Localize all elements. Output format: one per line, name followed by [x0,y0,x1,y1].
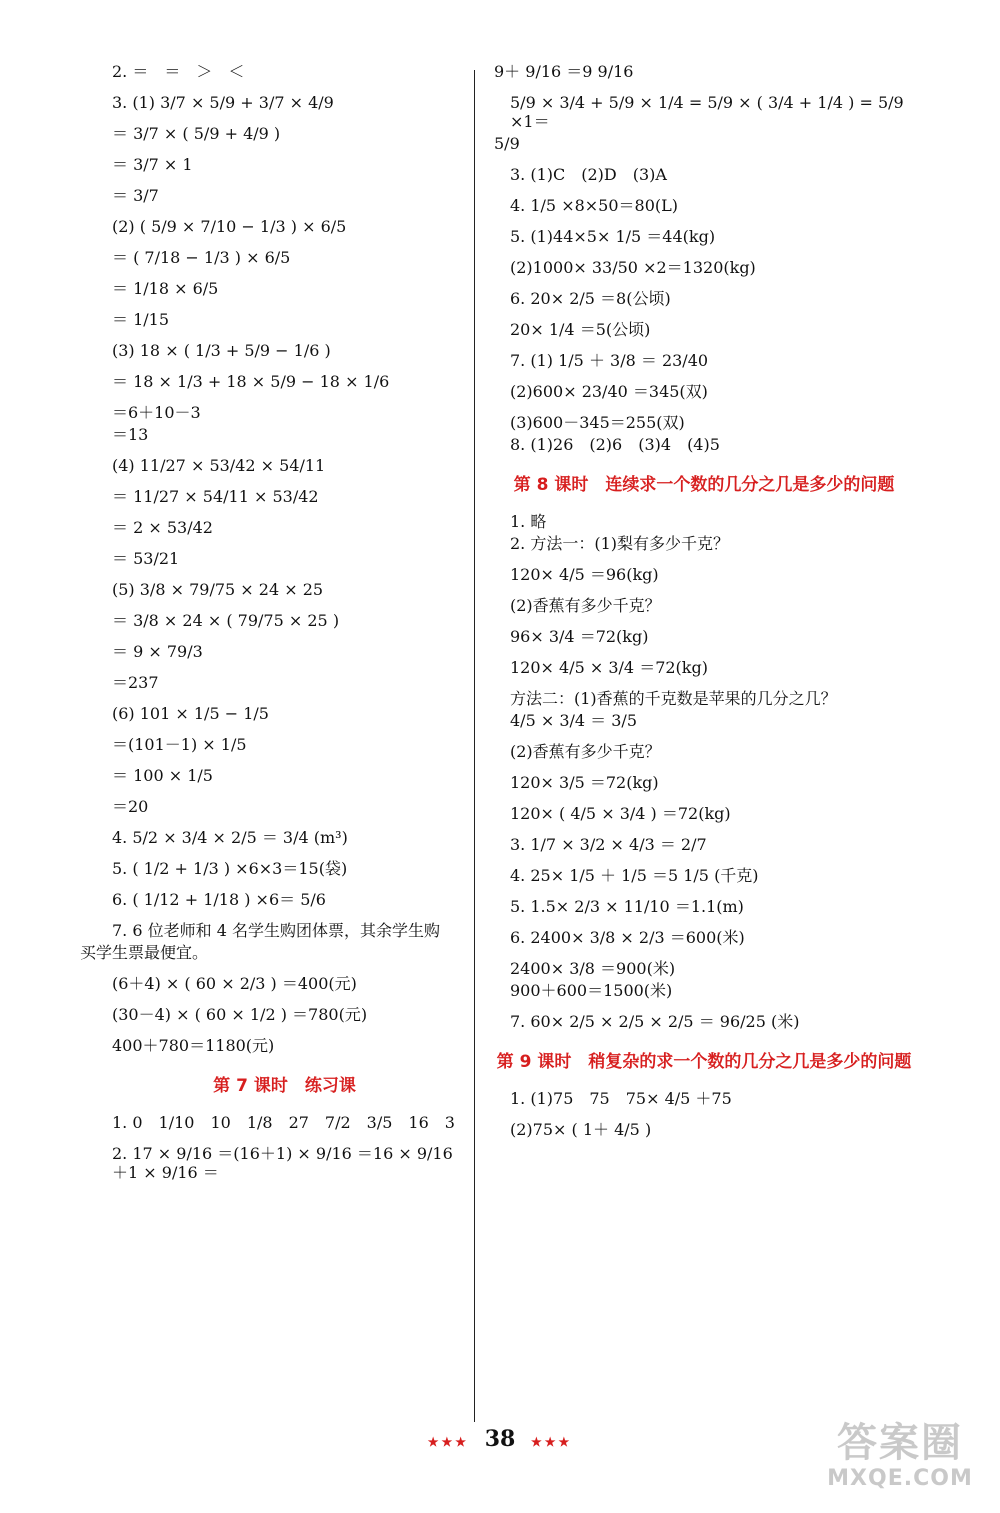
answer-line: 5. 1.5× 2/3 × 11/10 ＝1.1(m) [510,897,744,916]
answer-line: 方法二：(1)香蕉的千克数是苹果的几分之几？ [510,689,837,708]
answer-line: (2)香蕉有多少千克？ [510,596,661,615]
answer-line: (2)75× ( 1＋ 4/5 ) [510,1120,652,1139]
page-number: 38 [484,1426,516,1452]
answer-line: ＝ 3/7 × 1 [112,155,193,174]
left-answer-lines-2 [112,1113,457,1182]
answer-line: 2. ＝ ＝ ＞ ＜ [112,62,245,81]
right-column [494,62,914,1151]
answer-line: (2)1000× 33/50 ×2＝1320(kg) [510,258,756,277]
right-answer-lines-3 [494,1089,914,1139]
answer-line: 8. (1)26 (2)6 (3)4 (4)5 [510,435,720,454]
answer-line: ＝ ( 7/18 − 1/3 ) × 6/5 [112,248,291,267]
answer-line: ＝ 3/7 × ( 5/9 + 4/9 ) [112,124,281,143]
answer-line: 20× 1/4 ＝5(公顷) [510,320,651,339]
answer-line: ＝ 3/8 × 24 × ( 79/75 × 25 ) [112,611,340,630]
answer-line: 买学生票最便宜。 [80,943,209,962]
answer-line: (2) ( 5/9 × 7/10 − 1/3 ) × 6/5 [112,217,347,236]
answer-line: 2400× 3/8 ＝900(米) [510,959,676,978]
section-title-lesson-7: 第 7 课时 练习课 [213,1076,356,1096]
answer-line: ＝ 53/21 [112,549,180,568]
answer-line: 4. 1/5 ×8×50＝80(L) [510,196,679,215]
watermark-url: MXQE.COM [827,1466,973,1491]
left-answer-lines [80,62,457,1055]
answer-line: 7. 6 位老师和 4 名学生购团体票，其余学生购 [112,921,440,940]
answer-line: ＝ 1/18 × 6/5 [112,279,219,298]
answer-line: (30－4) × ( 60 × 1/2 ) ＝780(元) [112,1005,368,1024]
section-title-lesson-8: 第 8 课时 连续求一个数的几分之几是多少的问题 [513,475,895,495]
answer-line: 4. 5/2 × 3/4 × 2/5 ＝ 3/4 (m³) [112,828,348,847]
answer-line: 9＋ 9/16 ＝9 9/16 [494,62,634,81]
answer-line: ＝ 100 × 1/5 [112,766,213,785]
answer-line: 6. 20× 2/5 ＝8(公顷) [510,289,671,308]
answer-line: ＝ 1/15 [112,310,170,329]
answer-line: (5) 3/8 × 79/75 × 24 × 25 [112,580,324,599]
answer-line: 5/9 × 3/4 + 5/9 × 1/4 = 5/9 × ( 3/4 + 1/4 ) = 5/9 ×1＝ [510,93,909,131]
answer-line: 4. 25× 1/5 ＋ 1/5 ＝5 1/5 (千克) [510,866,759,885]
answer-line: 1. 略 [510,512,547,531]
answer-line: 900＋600＝1500(米) [510,981,673,1000]
answer-line: (3) 18 × ( 1/3 + 5/9 − 1/6 ) [112,341,331,360]
answer-line: 2. 17 × 9/16 ＝(16＋1) × 9/16 ＝16 × 9/16 ＋1 × 9/16 ＝ [112,1144,458,1182]
answer-line: 1. 0 1/10 10 1/8 27 7/2 3/5 16 3 [112,1113,455,1132]
answer-line: 400＋780＝1180(元) [112,1036,275,1055]
answer-line: ＝ 2 × 53/42 [112,518,213,537]
answer-line: 7. (1) 1/5 ＋ 3/8 ＝ 23/40 [510,351,709,370]
answer-line: 1. (1)75 75 75× 4/5 ＋75 [510,1089,732,1108]
section-title-lesson-9: 第 9 课时 稍复杂的求一个数的几分之几是多少的问题 [496,1052,912,1072]
answer-line: ＝ 11/27 × 54/11 × 53/42 [112,487,319,506]
answer-line: 4/5 × 3/4 ＝ 3/5 [510,711,638,730]
answer-line: 96× 3/4 ＝72(kg) [510,627,649,646]
answer-line: ＝20 [112,797,149,816]
answer-line: 120× 3/5 ＝72(kg) [510,773,659,792]
answer-line: ＝ 9 × 79/3 [112,642,203,661]
watermark-text: 答案圈 [837,1420,963,1466]
answer-line: ＝(101－1) × 1/5 [112,735,247,754]
left-column [80,62,458,1194]
answer-line: 7. 60× 2/5 × 2/5 × 2/5 ＝ 96/25 (米) [510,1012,800,1031]
right-answer-lines-2 [494,512,914,1031]
answer-line: (4) 11/27 × 53/42 × 54/11 [112,456,326,475]
right-answer-lines [494,62,914,454]
answer-line: ＝ 3/7 [112,186,159,205]
answer-line: ＝ 18 × 1/3 + 18 × 5/9 − 18 × 1/6 [112,372,390,391]
answer-line: (6＋4) × ( 60 × 2/3 ) ＝400(元) [112,974,357,993]
answer-line: ＝237 [112,673,159,692]
answer-line: (6) 101 × 1/5 − 1/5 [112,704,269,723]
answer-line: (3)600－345＝255(双) [510,413,685,432]
answer-line: 6. ( 1/12 + 1/18 ) ×6＝ 5/6 [112,890,326,909]
column-divider [474,70,475,1422]
answer-line: 3. 1/7 × 3/2 × 4/3 ＝ 2/7 [510,835,707,854]
answer-line: 5. (1)44×5× 1/5 ＝44(kg) [510,227,716,246]
answer-line: 2. 方法一：(1)梨有多少千克？ [510,534,730,553]
answer-line: 120× 4/5 ＝96(kg) [510,565,659,584]
answer-line: (2)600× 23/40 ＝345(双) [510,382,708,401]
answer-line: 3. (1) 3/7 × 5/9 + 3/7 × 4/9 [112,93,334,112]
star-icon: ★★★ [427,1435,470,1449]
answer-line: 120× ( 4/5 × 3/4 ) ＝72(kg) [510,804,731,823]
site-watermark [810,1420,990,1506]
answer-line: 120× 4/5 × 3/4 ＝72(kg) [510,658,708,677]
answer-line: ＝13 [112,425,149,444]
answer-line: 5. ( 1/2 + 1/3 ) ×6×3＝15(袋) [112,859,348,878]
answer-line: ＝6＋10－3 [112,403,201,422]
answer-line: 6. 2400× 3/8 × 2/3 ＝600(米) [510,928,745,947]
answer-line: (2)香蕉有多少千克？ [510,742,661,761]
star-icon: ★★★ [530,1435,573,1449]
answer-line: 3. (1)C (2)D (3)A [510,165,667,184]
answer-line: 5/9 [494,134,520,153]
